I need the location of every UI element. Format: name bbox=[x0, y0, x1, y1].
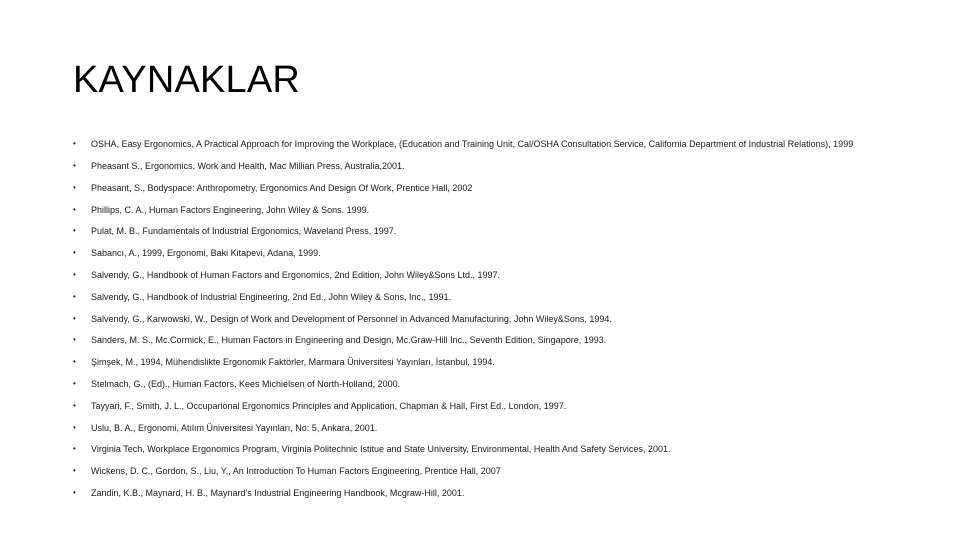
bullet-icon: • bbox=[73, 422, 76, 432]
bullet-icon: • bbox=[73, 182, 76, 192]
list-item bbox=[73, 138, 873, 150]
bullet-icon: • bbox=[73, 269, 76, 279]
bullet-icon: • bbox=[73, 291, 76, 301]
reference-text: Sanders, M. S., Mc.Cormick, E., Human Factors in Engineering and Design, Mc.Graw-Hill Inc., Seventh Edition, Singapore, 1993. bbox=[91, 335, 607, 346]
reference-text: Stelmach, G., (Ed)., Human Factors, Kees Michielsen of North-Holland, 2000. bbox=[91, 378, 401, 389]
list-item bbox=[73, 422, 873, 434]
list-item bbox=[73, 487, 873, 499]
bullet-icon: • bbox=[73, 313, 76, 323]
bullet-icon: • bbox=[73, 487, 76, 497]
reference-text: Wickens, D. C., Gordon, S., Liu, Y., An Introduction To Human Factors Engineering, Prentice Hall, 2007 bbox=[91, 466, 501, 477]
reference-text: Pheasant S., Ergonomics, Work and Health, Mac Millian Press, Australia,2001. bbox=[91, 161, 405, 171]
reference-text: Pheasant, S., Bodyspace: Anthropometry, Ergonomics And Design Of Work, Prentice Hall, 2002 bbox=[91, 182, 473, 193]
reference-text: Phillips, C. A., Human Factors Engineering, John Wiley & Sons. 1999. bbox=[91, 204, 370, 215]
reference-text: Uslu, B. A., Ergonomi, Atılım Üniversitesi Yayınları, No: 5, Ankara, 2001. bbox=[91, 422, 378, 433]
bullet-icon: • bbox=[73, 400, 76, 410]
reference-text: Salvendy, G., Handbook of Human Factors and Ergonomics, 2nd Edition, John Wiley&Sons Ltd., 1997. bbox=[91, 269, 501, 280]
list-item bbox=[73, 313, 873, 325]
bullet-icon: • bbox=[73, 248, 76, 258]
bullet-icon: • bbox=[73, 139, 76, 148]
reference-text: Salvendy, G., Handbook of Industrial Engineering, 2nd Ed., John Wiley & Sons, Inc., 1991. bbox=[91, 291, 452, 302]
reference-text: OSHA, Easy Ergonomics, A Practical Approach for Improving the Workplace, (Education and Training Unit, Cal/OSHA Consultation Service, California Department of Industrial Relations), 1999 bbox=[91, 139, 854, 149]
list-item bbox=[73, 160, 873, 172]
bullet-icon: • bbox=[73, 204, 76, 214]
list-item bbox=[73, 400, 873, 412]
reference-list bbox=[73, 138, 873, 509]
reference-text: Pulat, M. B., Fundamentals of Industrial Ergonomics, Waveland Press, 1997. bbox=[91, 226, 397, 237]
bullet-icon: • bbox=[73, 444, 76, 454]
list-item bbox=[73, 247, 873, 259]
reference-text: Salvendy, G., Karwowski, W., Design of Work and Development of Personnel in Advanced Manufacturing, John Wiley&Sons, 1994. bbox=[91, 313, 612, 324]
bullet-icon: • bbox=[73, 378, 76, 388]
bullet-icon: • bbox=[73, 161, 76, 170]
reference-text: Sabancı, A., 1999, Ergonomi, Baki Kitapevi, Adana, 1999. bbox=[91, 248, 321, 259]
list-item bbox=[73, 356, 873, 368]
bullet-icon: • bbox=[73, 335, 76, 345]
list-item bbox=[73, 443, 873, 455]
reference-text: Tayyari, F., Smith, J. L., Occuparional Ergonomics Principles and Application, Chapman & Hall, First Ed., London, 1997. bbox=[91, 400, 567, 411]
list-item bbox=[73, 182, 873, 194]
reference-text: Zandin, K.B., Maynard, H. B., Maynard's Industrial Engineering Handbook, Mcgraw-Hill, 2001. bbox=[91, 487, 465, 498]
list-item bbox=[73, 204, 873, 216]
list-item bbox=[73, 334, 873, 346]
bullet-icon: • bbox=[73, 357, 76, 367]
list-item bbox=[73, 291, 873, 303]
bullet-icon: • bbox=[73, 226, 76, 236]
reference-text: Virginia Tech, Workplace Ergonomics Program, Virginia Politechnic Istitue and State University, Environmental, Health And Safety Services, 2001. bbox=[91, 444, 671, 455]
reference-text: Şimşek, M., 1994, Mühendislikte Ergonomik Faktörler, Marmara Üniversitesi Yayınları, İstanbul, 1994. bbox=[91, 357, 495, 368]
list-item bbox=[73, 269, 873, 281]
bullet-icon: • bbox=[73, 466, 76, 476]
list-item bbox=[73, 465, 873, 477]
list-item bbox=[73, 225, 873, 237]
slide-title: KAYNAKLAR bbox=[73, 59, 301, 101]
list-item bbox=[73, 378, 873, 390]
